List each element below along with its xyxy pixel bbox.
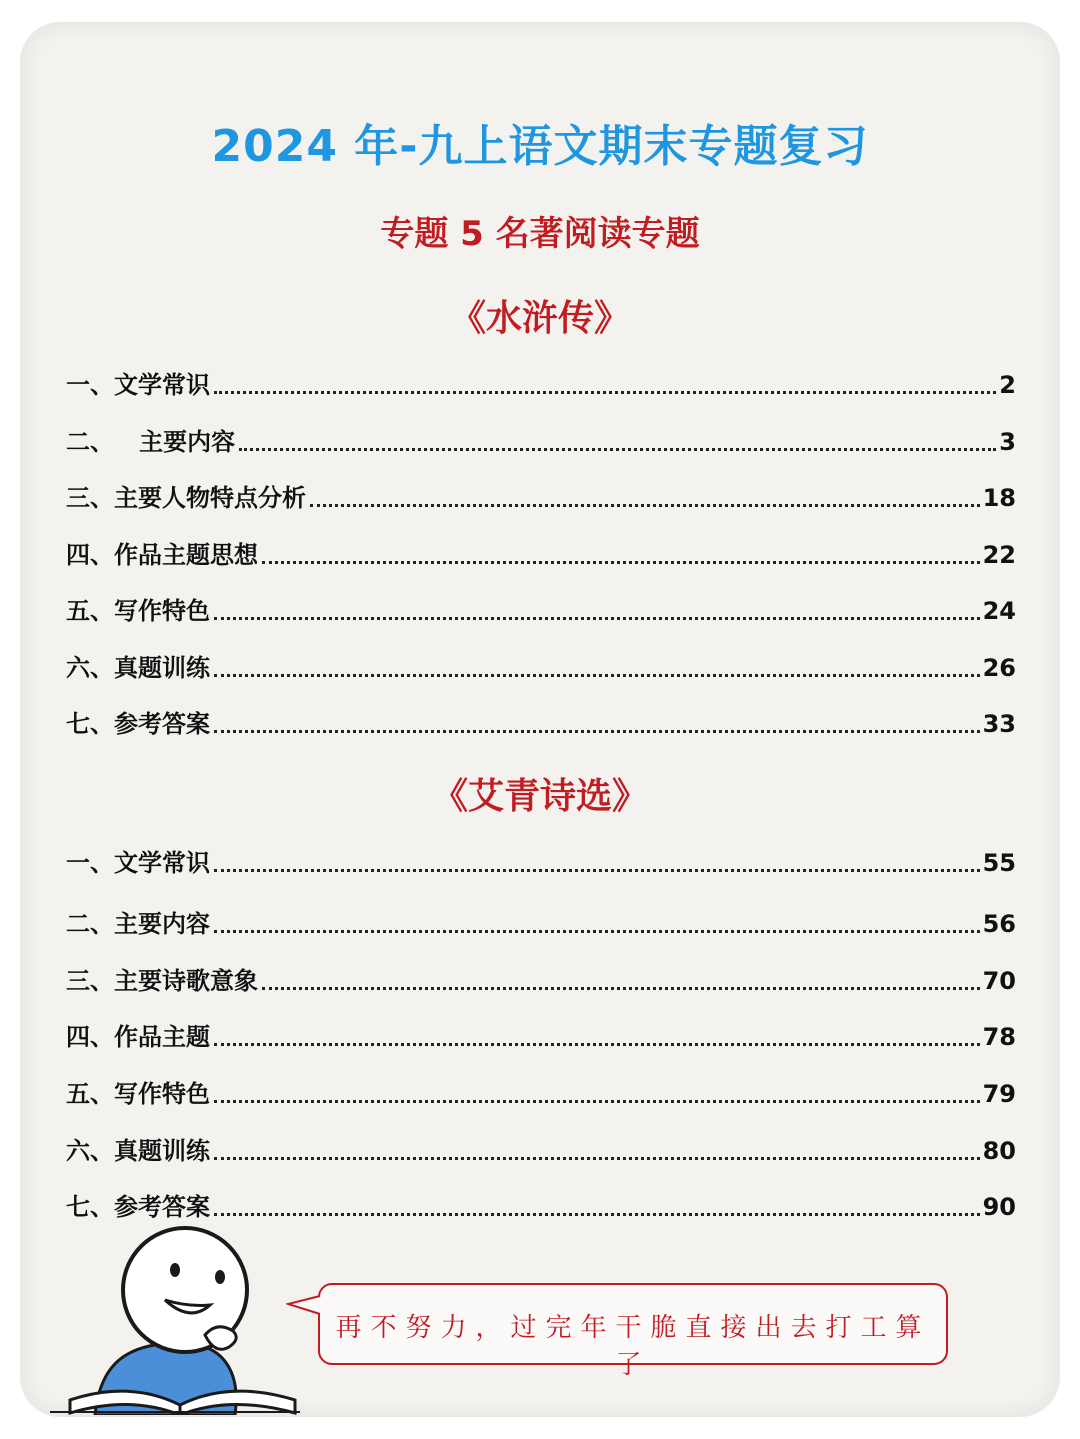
toc-row[interactable] — [66, 960, 1016, 996]
toc-leader-dots — [214, 1157, 980, 1160]
toc-label: 一、文学常识 — [66, 371, 210, 399]
toc-page-number: 18 — [982, 484, 1016, 512]
toc-leader-dots — [214, 1043, 980, 1046]
toc-row[interactable] — [66, 590, 1016, 626]
toc-row[interactable] — [66, 703, 1016, 739]
toc-page-number: 78 — [982, 1023, 1016, 1051]
toc-label: 七、参考答案 — [66, 1193, 210, 1221]
speech-bubble — [318, 1283, 948, 1380]
toc-page-number: 2 — [999, 371, 1016, 399]
toc-row[interactable] — [66, 364, 1016, 400]
toc-leader-dots — [214, 930, 980, 933]
toc-label: 三、主要诗歌意象 — [66, 967, 258, 995]
toc-leader-dots — [214, 1213, 980, 1216]
toc-row[interactable] — [66, 421, 1016, 457]
toc-label: 六、真题训练 — [66, 654, 210, 682]
toc-leader-dots — [214, 617, 980, 620]
toc-page-number: 56 — [982, 910, 1016, 938]
toc-label: 六、真题训练 — [66, 1137, 210, 1165]
eye-icon — [215, 1270, 225, 1284]
toc-leader-dots — [214, 391, 996, 394]
toc-label: 二、主要内容 — [66, 910, 210, 938]
toc-label: 四、作品主题 — [66, 1023, 210, 1051]
toc-page-number: 70 — [982, 967, 1016, 995]
toc-label: 二、 主要内容 — [66, 428, 236, 456]
toc-page-number: 24 — [982, 597, 1016, 625]
toc-page-number: 80 — [982, 1137, 1016, 1165]
toc-row[interactable] — [66, 1016, 1016, 1052]
toc-label: 七、参考答案 — [66, 710, 210, 738]
toc-page-number: 33 — [982, 710, 1016, 738]
toc-page-number: 79 — [982, 1080, 1016, 1108]
toc-page-number: 55 — [982, 849, 1016, 877]
section-title-shuihuzhuan: 《水浒传》 — [449, 298, 630, 339]
toc-label: 四、作品主题思想 — [66, 541, 258, 569]
toc-label: 三、主要人物特点分析 — [66, 484, 306, 512]
toc-row[interactable] — [66, 647, 1016, 683]
toc-label: 一、文学常识 — [66, 849, 210, 877]
toc-page-number: 26 — [982, 654, 1016, 682]
toc-leader-dots — [214, 674, 980, 677]
toc-leader-dots — [214, 730, 980, 733]
toc-leader-dots — [262, 987, 980, 990]
toc-row[interactable] — [66, 477, 1016, 513]
document-title: 2024 年-九上语文期末专题复习 — [211, 121, 869, 172]
toc-leader-dots — [310, 504, 980, 507]
toc-leader-dots — [262, 561, 980, 564]
toc-leader-dots — [214, 1100, 980, 1103]
speech-bubble-tail-icon — [286, 1292, 322, 1318]
toc-page-number: 3 — [999, 428, 1016, 456]
toc-label: 五、写作特色 — [66, 597, 210, 625]
toc-row[interactable] — [66, 842, 1016, 878]
toc-row[interactable] — [66, 1130, 1016, 1166]
toc-label: 五、写作特色 — [66, 1080, 210, 1108]
toc-row[interactable] — [66, 903, 1016, 939]
toc-page-number: 22 — [982, 541, 1016, 569]
eye-icon — [170, 1263, 180, 1277]
toc-leader-dots — [239, 448, 996, 451]
toc-leader-dots — [214, 869, 980, 872]
toc-row[interactable] — [66, 534, 1016, 570]
section-title-aiqing-shixuan: 《艾青诗选》 — [431, 776, 648, 817]
cartoon-reader-illustration — [40, 1215, 310, 1415]
toc-row[interactable] — [66, 1073, 1016, 1109]
toc-page-number: 90 — [982, 1193, 1016, 1221]
speech-bubble-text: 再不努力，过完年干脆直接出去打工算了 — [335, 1313, 931, 1380]
document-subtitle: 专题 5 名著阅读专题 — [380, 214, 700, 254]
